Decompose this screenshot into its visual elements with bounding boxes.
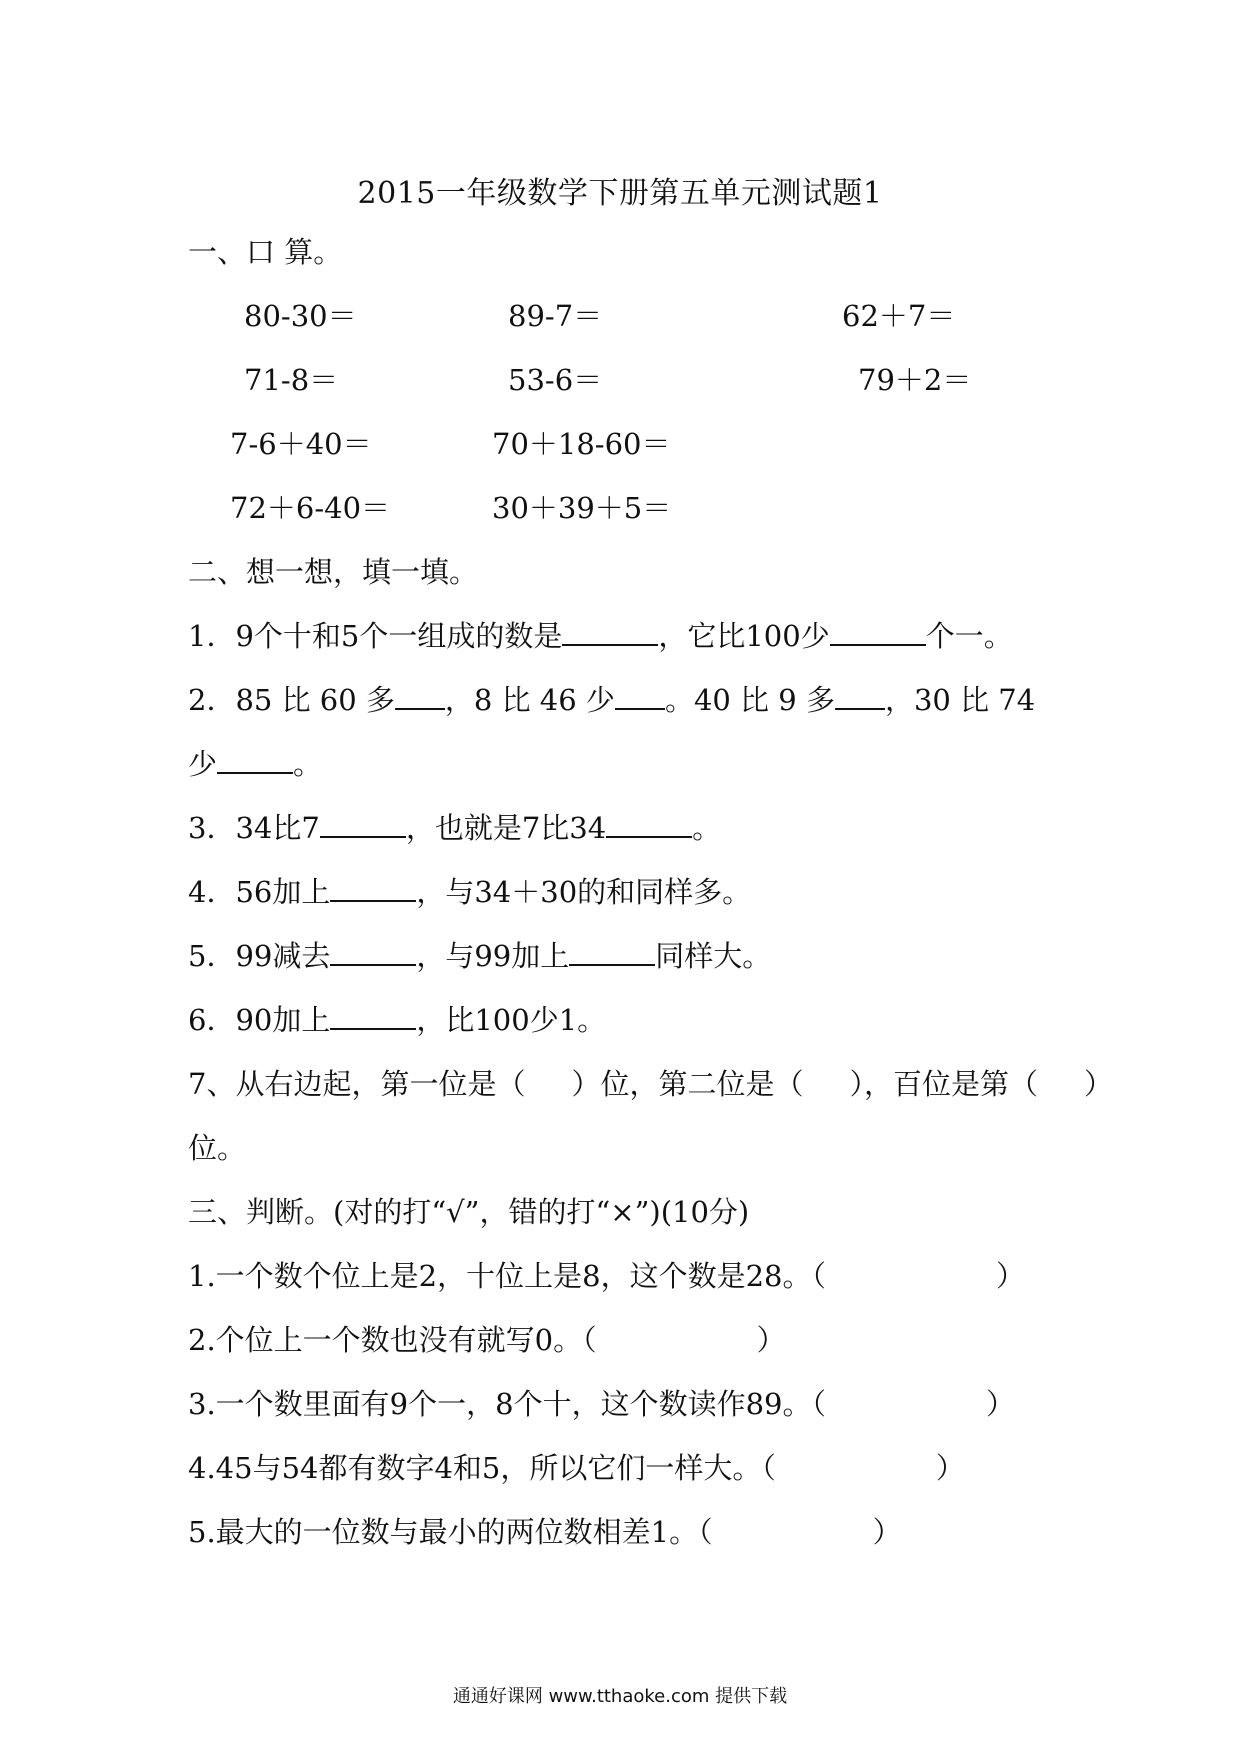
arith-item: 89-7＝ [508,299,603,333]
arith-item: 71-8＝ [244,363,339,397]
question-1 [188,616,1013,656]
question-2 [188,680,1035,720]
answer-blank[interactable] [330,936,416,966]
judgement-item [188,1448,965,1488]
answer-blank[interactable] [615,680,665,710]
q6-text-a: 6．90加上 [188,1003,331,1037]
answer-blank[interactable] [395,680,445,710]
q4-text-b: ，与34＋30的和同样多。 [416,875,752,909]
answer-blank[interactable] [569,936,655,966]
q1-text-c: 个一。 [925,619,1013,653]
judgement-text: 4.45与54都有数字4和5，所以它们一样大。（ [188,1451,776,1485]
arith-item: 7-6＋40＝ [230,427,372,461]
judgement-close: ） [995,1259,1025,1293]
q7-text-d: ） [1083,1067,1113,1101]
question-3 [188,808,721,848]
judgement-text: 5.最大的一位数与最小的两位数相差1。（ [188,1515,713,1549]
q2-text-f: 。 [293,747,323,781]
q3-text-b: ，也就是7比34 [405,811,607,845]
arith-item: 79＋2＝ [858,363,972,397]
q2-text-d: ，30 比 74 [884,683,1036,717]
question-6 [188,1000,606,1040]
answer-blank[interactable] [320,808,406,838]
arith-item: 70＋18-60＝ [492,427,671,461]
answer-blank[interactable] [562,616,658,646]
judgement-close: ） [935,1451,965,1485]
q5-text-a: 5．99减去 [188,939,331,973]
page-title: 2015一年级数学下册第五单元测试题1 [357,176,883,211]
q7-text-a: 7、从右边起，第一位是（ [188,1067,526,1101]
footer-credit: 通通好课网 www.tthaoke.com 提供下载 [452,1686,788,1707]
answer-blank[interactable] [330,872,416,902]
judgement-item [188,1512,902,1552]
answer-blank[interactable] [830,616,926,646]
q4-text-a: 4．56加上 [188,875,331,909]
q1-text-b: ，它比100少 [658,619,830,653]
arith-item: 30＋39＋5＝ [492,491,672,525]
q3-text-c: 。 [692,811,722,845]
question-7 [188,1064,1113,1104]
judgement-item [188,1320,786,1360]
judgement-close: ） [756,1323,786,1357]
q5-text-b: ，与99加上 [416,939,570,973]
q3-text-a: 3．34比7 [188,811,320,845]
section2-heading: 二、想一想，填一填。 [188,555,479,589]
answer-blank[interactable] [217,744,293,774]
judgement-item [188,1256,1025,1296]
arith-item: 80-30＝ [244,299,357,333]
question-2-cont [188,744,322,784]
judgement-close: ） [985,1387,1015,1421]
q7-text-c: ），百位是第（ [849,1067,1038,1101]
arith-item: 62＋7＝ [842,299,956,333]
judgement-close: ） [872,1515,902,1549]
judgement-text: 2.个位上一个数也没有就写0。（ [188,1323,597,1357]
q2-text-e: 少 [188,747,218,781]
section1-heading: 一、口 算。 [188,235,343,269]
q2-text-a: 2．85 比 60 多 [188,683,395,717]
judgement-text: 3.一个数里面有9个一，8个十，这个数读作89。（ [188,1387,826,1421]
section3-heading: 三、判断。(对的打“√”，错的打“×”)(10分) [188,1195,750,1229]
q2-text-c: 。40 比 9 多 [664,683,835,717]
answer-blank[interactable] [330,1000,416,1030]
q2-text-b: ，8 比 46 少 [444,683,615,717]
judgement-text: 1.一个数个位上是2，十位上是8，这个数是28。（ [188,1259,826,1293]
judgement-item [188,1384,1015,1424]
question-5 [188,936,771,976]
q6-text-b: ，比100少1。 [416,1003,607,1037]
arith-item: 72＋6-40＝ [230,491,391,525]
q1-text-a: 1．9个十和5个一组成的数是 [188,619,563,653]
arith-item: 53-6＝ [508,363,603,397]
q5-text-c: 同样大。 [655,939,772,973]
answer-blank[interactable] [606,808,692,838]
answer-blank[interactable] [835,680,885,710]
question-4 [188,872,751,912]
q7-text-b: ）位，第二位是（ [571,1067,804,1101]
question-7-cont: 位。 [188,1131,247,1165]
